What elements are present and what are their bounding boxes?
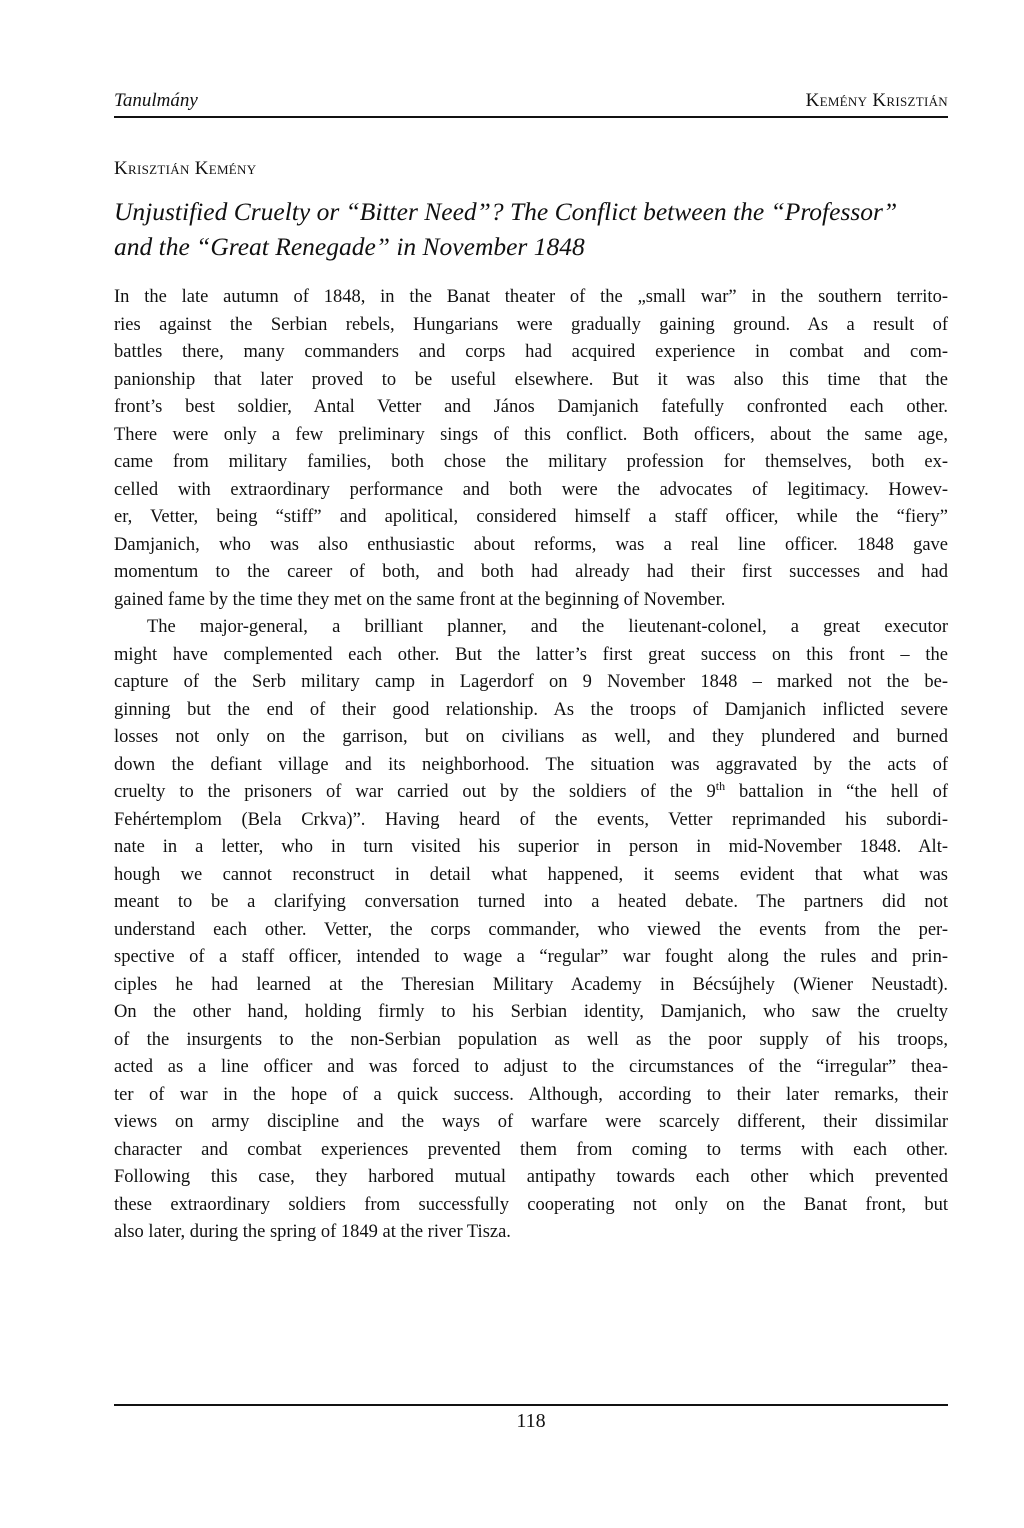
body-line: gained fame by the time they met on the same front at the beginning of November.	[114, 589, 726, 610]
body-line: Damjanich, who was also enthusiastic about reforms, was a real line officer. 1848 gave	[114, 534, 948, 555]
body-line: celled with extraordinary performance and both were the advocates of legitimacy. Howev-	[114, 479, 948, 500]
body-line: ter of war in the hope of a quick success. Although, according to their later remarks, their	[114, 1084, 948, 1105]
body-line: came from military families, both chose the military profession for themselves, both ex-	[114, 452, 948, 472]
running-author: Kemény Krisztián	[805, 90, 948, 111]
body-line: There were only a few preliminary sings of this conflict. Both officers, about the same age,	[114, 424, 948, 445]
article-title	[114, 194, 948, 264]
ordinal-superscript: th	[715, 778, 726, 793]
body-line: ries against the Serbian rebels, Hungarians were gradually gaining ground. As a result of	[114, 314, 948, 335]
body-line: losses not only on the garrison, but on civilians as well, and they plundered and burned	[114, 727, 948, 747]
body-line: On the other hand, holding firmly to his Serbian identity, Damjanich, who saw the cruelty	[114, 1002, 948, 1022]
body-line: spective of a staff officer, intended to wage a “regular” war fought along the rules and prin-	[114, 947, 948, 967]
body-line: ciples he had learned at the Theresian Military Academy in Bécsújhely (Wiener Neustadt).	[114, 974, 948, 995]
body-line: In the late autumn of 1848, in the Banat theater of the „small war” in the southern territo-	[114, 287, 948, 307]
body-line: momentum to the career of both, and both had already had their first successes and had	[114, 562, 948, 582]
body-line: of the insurgents to the non-Serbian population as well as the poor supply of his troops,	[114, 1029, 948, 1050]
body-line: hough we cannot reconstruct in detail what happened, it seems evident that what was	[114, 864, 948, 885]
footer-divider	[114, 1404, 948, 1406]
body-line: Fehértemplom (Bela Crkva)”. Having heard of the events, Vetter reprimanded his subordi-	[114, 809, 948, 830]
body-line: The major-general, a brilliant planner, and the lieutenant-colonel, a great executor	[147, 617, 948, 637]
body-line: er, Vetter, being “stiff” and apolitical, considered himself a staff officer, while the “fiery”	[114, 507, 948, 527]
body-line: down the defiant village and its neighborhood. The situation was aggravated by the acts of	[114, 754, 948, 775]
page-number: 118	[516, 1410, 546, 1432]
section-label: Tanulmány	[114, 90, 198, 111]
body-line: ginning but the end of their good relationship. As the troops of Damjanich inflicted severe	[114, 699, 948, 720]
body-text-segment: battalion in “the hell of	[725, 782, 948, 802]
title-line: Unjustified Cruelty or “Bitter Need”? The Conflict between the “Professor”	[114, 197, 898, 226]
running-header	[114, 88, 948, 118]
body-text-segment: cruelty to the prisoners of war carried out by the soldiers of the 9	[114, 782, 716, 802]
body-line: also later, during the spring of 1849 at the river Tisza.	[114, 1222, 511, 1242]
body-line-with-superscript	[114, 779, 948, 807]
article-body	[114, 284, 948, 1247]
body-line: acted as a line officer and was forced to adjust to the circumstances of the “irregular” thea-	[114, 1057, 948, 1077]
body-line: meant to be a clarifying conversation turned into a heated debate. The partners did not	[114, 892, 948, 912]
body-line: character and combat experiences prevented them from coming to terms with each other.	[114, 1139, 948, 1160]
body-line: understand each other. Vetter, the corps commander, who viewed the events from the per-	[114, 919, 948, 940]
body-line: these extraordinary soldiers from successfully cooperating not only on the Banat front, but	[114, 1194, 948, 1215]
body-line: panionship that later proved to be useful elsewhere. But it was also this time that the	[114, 369, 948, 390]
body-line: front’s best soldier, Antal Vetter and János Damjanich fatefully confronted each other.	[114, 397, 948, 417]
document-page	[114, 0, 948, 1528]
body-line: battles there, many commanders and corps had acquired experience in combat and com-	[114, 342, 948, 362]
title-line: and the “Great Renegade” in November 1848	[114, 232, 585, 261]
article-author: Krisztián Kemény	[114, 158, 257, 179]
body-line: nate in a letter, who in turn visited his superior in person in mid-November 1848. Alt-	[114, 837, 948, 857]
body-line: Following this case, they harbored mutual antipathy towards each other which prevented	[114, 1167, 948, 1187]
body-line: views on army discipline and the ways of warfare were scarcely different, their dissimilar	[114, 1112, 948, 1132]
body-line: might have complemented each other. But the latter’s first great success on this front – the	[114, 644, 948, 665]
body-line: capture of the Serb military camp in Lagerdorf on 9 November 1848 – marked not the be-	[114, 672, 948, 692]
